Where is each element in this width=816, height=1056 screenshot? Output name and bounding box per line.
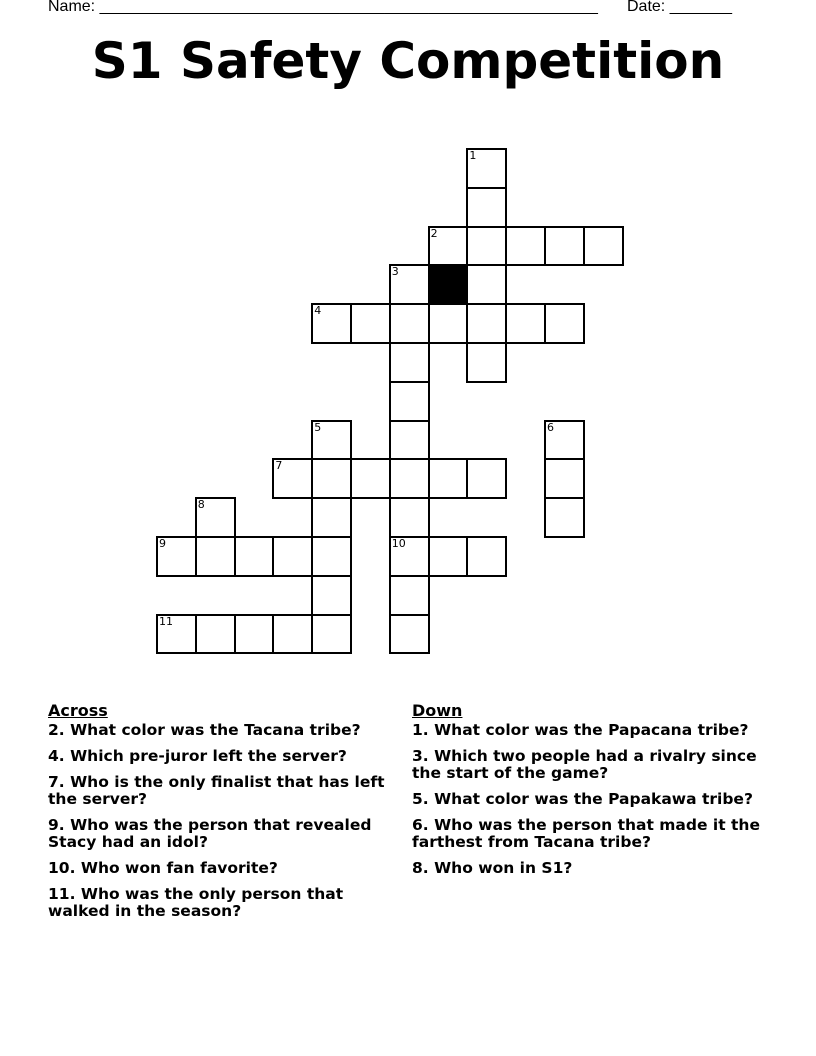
crossword-cell[interactable] <box>544 497 585 538</box>
crossword-cell[interactable] <box>466 342 507 383</box>
cell-number: 2 <box>430 226 438 240</box>
crossword-cell[interactable] <box>505 303 546 344</box>
crossword-cell[interactable] <box>389 264 430 305</box>
crossword-cell[interactable] <box>389 536 430 577</box>
crossword-cell[interactable] <box>544 226 585 267</box>
clue-number: 4. <box>48 747 65 765</box>
down-clues <box>412 702 762 886</box>
clue-text: Which two people had a rivalry since the start of the game? <box>412 747 757 782</box>
clue-number: 11. <box>48 885 76 903</box>
across-clue <box>48 886 398 920</box>
crossword-cell[interactable] <box>156 614 197 655</box>
crossword-cell[interactable] <box>544 420 585 461</box>
crossword-cell[interactable] <box>350 458 391 499</box>
clue-number: 2. <box>48 721 65 739</box>
clue-text: Who won fan favorite? <box>75 859 278 877</box>
crossword-cell[interactable] <box>466 187 507 228</box>
crossword-cell[interactable] <box>272 536 313 577</box>
clue-number: 1. <box>412 721 429 739</box>
crossword-cell[interactable] <box>272 458 313 499</box>
cell-number: 5 <box>314 420 322 434</box>
crossword-cell[interactable] <box>428 536 469 577</box>
page-title: S1 Safety Competition <box>91 32 725 90</box>
down-clue <box>412 791 762 808</box>
clue-text: Who was the person that made it the farthest from Tacana tribe? <box>412 816 760 851</box>
crossword-cell[interactable] <box>389 614 430 655</box>
crossword-cell[interactable] <box>195 536 236 577</box>
crossword-cell[interactable] <box>311 458 352 499</box>
crossword-cell[interactable] <box>428 458 469 499</box>
black-cell <box>428 264 469 305</box>
crossword-cell[interactable] <box>195 614 236 655</box>
crossword-cell[interactable] <box>466 536 507 577</box>
crossword-cell[interactable] <box>156 536 197 577</box>
clue-text: Who won in S1? <box>428 859 573 877</box>
cell-number: 7 <box>275 459 283 473</box>
across-clue <box>48 748 398 765</box>
crossword-cell[interactable] <box>389 458 430 499</box>
clue-text: Who was the person that revealed Stacy had an idol? <box>48 816 372 851</box>
cell-number: 4 <box>314 304 322 318</box>
crossword-cell[interactable] <box>389 497 430 538</box>
crossword-cell[interactable] <box>466 264 507 305</box>
crossword-cell[interactable] <box>311 614 352 655</box>
crossword-cell[interactable] <box>311 536 352 577</box>
down-heading: Down <box>412 701 463 720</box>
cell-number: 9 <box>159 537 166 550</box>
cell-number: 11 <box>159 614 173 628</box>
clue-number: 3. <box>412 747 429 765</box>
across-clue <box>48 817 398 851</box>
crossword-cell[interactable] <box>583 226 624 267</box>
across-clue <box>48 774 398 808</box>
crossword-cell[interactable] <box>389 303 430 344</box>
crossword-cell[interactable] <box>311 420 352 461</box>
clue-number: 10. <box>48 859 76 877</box>
clue-number: 5. <box>412 790 429 808</box>
crossword-cell[interactable] <box>466 148 507 189</box>
cell-number: 8 <box>197 498 205 512</box>
crossword-cell[interactable] <box>466 226 507 267</box>
clue-text: What color was the Papacana tribe? <box>428 721 749 739</box>
clue-text: Who was the only person that walked in the season? <box>48 885 344 920</box>
date-field-label: Date: _______ <box>627 0 732 15</box>
crossword-cell[interactable] <box>389 342 430 383</box>
across-clue <box>48 722 398 739</box>
down-clue <box>412 817 762 851</box>
crossword-cell[interactable] <box>234 536 275 577</box>
crossword-cell[interactable] <box>389 381 430 422</box>
crossword-cell[interactable] <box>350 303 391 344</box>
name-field-label: Name: ________________________________________________________ <box>48 0 598 15</box>
crossword-cell[interactable] <box>389 420 430 461</box>
down-clue <box>412 860 762 877</box>
clue-number: 9. <box>48 816 65 834</box>
crossword-cell[interactable] <box>234 614 275 655</box>
clue-number: 7. <box>48 773 65 791</box>
crossword-cell[interactable] <box>389 575 430 616</box>
crossword-cell[interactable] <box>311 497 352 538</box>
down-clue-list <box>412 722 762 877</box>
crossword-cell[interactable] <box>428 303 469 344</box>
crossword-cell[interactable] <box>466 458 507 499</box>
clue-text: Which pre-juror left the server? <box>64 747 347 765</box>
down-clue <box>412 748 762 782</box>
clue-number: 6. <box>412 816 429 834</box>
across-clue-list <box>48 722 398 920</box>
cell-number: 3 <box>391 265 399 279</box>
crossword-cell[interactable] <box>311 303 352 344</box>
across-heading: Across <box>48 701 108 720</box>
down-clue <box>412 722 762 739</box>
clue-text: Who is the only finalist that has left the server? <box>48 773 385 808</box>
crossword-cell[interactable] <box>466 303 507 344</box>
cell-number: 10 <box>391 537 406 550</box>
crossword-cell[interactable] <box>272 614 313 655</box>
clue-number: 8. <box>412 859 429 877</box>
cell-number: 6 <box>547 420 554 434</box>
crossword-cell[interactable] <box>544 458 585 499</box>
crossword-cell[interactable] <box>428 226 469 267</box>
clue-text: What color was the Papakawa tribe? <box>428 790 753 808</box>
crossword-cell[interactable] <box>311 575 352 616</box>
crossword-cell[interactable] <box>195 497 236 538</box>
clue-text: What color was the Tacana tribe? <box>64 721 361 739</box>
crossword-cell[interactable] <box>505 226 546 267</box>
crossword-cell[interactable] <box>544 303 585 344</box>
cell-number: 1 <box>469 149 477 162</box>
across-clues <box>48 702 398 929</box>
across-clue <box>48 860 398 877</box>
